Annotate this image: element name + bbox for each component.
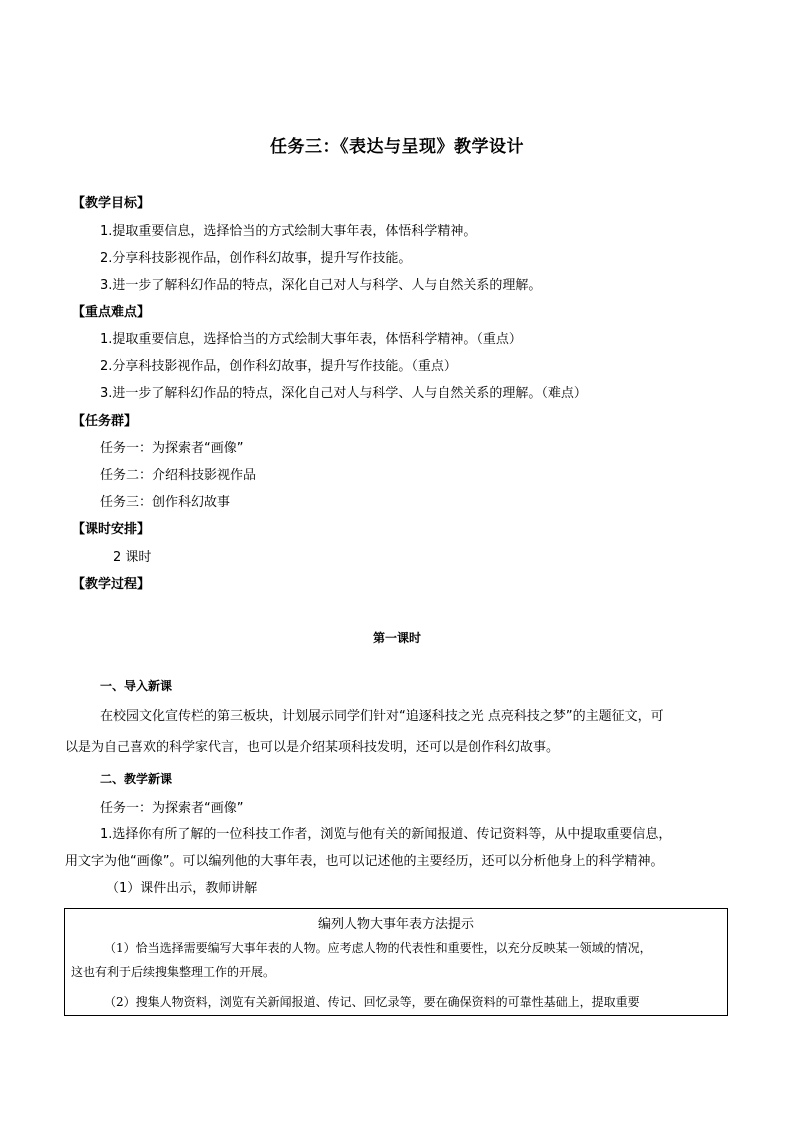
key-heading: 【重点难点】 [72,305,151,320]
goals-heading: 【教学目标】 [72,196,151,211]
task1-title: 任务一：为探索者“画像” [100,801,244,816]
tips-box-title: 编列人物大事年表方法提示 [317,917,474,932]
goal-item: 3.进一步了解科幻作品的特点，深化自己对人与科学、人与自然关系的理解。 [100,278,542,293]
goal-item: 1.提取重要信息，选择恰当的方式绘制大事年表，体悟科学精神。 [100,224,477,239]
task1-paragraph: 1.选择你有所了解的一位科技工作者，浏览与他有关的新闻报道、传记资料等，从中提取重要信息， [100,827,672,842]
document-title: 任务三：《表达与呈现》教学设计 [270,137,524,157]
section-heading-intro: 一、导入新课 [100,679,173,693]
task-item: 任务一：为探索者“画像” [100,441,244,456]
process-heading: 【教学过程】 [72,577,151,592]
tips-text: 这也有利于后续搜集整理工作的开展。 [71,965,276,979]
goal-item: 2.分享科技影视作品，创作科幻故事，提升写作技能。 [100,251,412,266]
schedule-heading: 【课时安排】 [72,522,151,537]
key-item: 1.提取重要信息，选择恰当的方式绘制大事年表，体悟科学精神。（重点） [100,332,522,347]
tips-box [64,908,728,1016]
tips-text: （1）恰当选择需要编写大事年表的人物。应考虑人物的代表性和重要性，以充分反映某一领域的情况， [104,941,652,955]
key-item: 2.分享科技影视作品，创作科幻故事，提升写作技能。（重点） [100,359,457,374]
tasks-heading: 【任务群】 [72,414,138,429]
section-heading-new: 二、教学新课 [100,772,173,786]
tips-text: （2）搜集人物资料，浏览有关新闻报道、传记、回忆录等，要在确保资料的可靠性基础上，提取重要 [104,995,640,1009]
intro-paragraph: 在校园文化宣传栏的第三板块，计划展示同学们针对“追逐科技之光 点亮科技之梦”的主题征文，可 [100,709,664,724]
lesson-title: 第一课时 [372,631,421,645]
task1-step: （1）课件出示，教师讲解 [106,881,258,896]
task-item: 任务三：创作科幻故事 [100,495,231,510]
key-item: 3.进一步了解科幻作品的特点，深化自己对人与科学、人与自然关系的理解。（难点） [100,386,587,401]
task1-paragraph: 用文字为他“画像”。可以编列他的大事年表，也可以记述他的主要经历，还可以分析他身上的科学精神。 [65,854,664,869]
intro-paragraph: 以是为自己喜欢的科学家代言，也可以是介绍某项科技发明，还可以是创作科幻故事。 [65,740,560,755]
task-item: 任务二：介绍科技影视作品 [100,468,257,483]
schedule-value: 2 课时 [113,550,152,565]
